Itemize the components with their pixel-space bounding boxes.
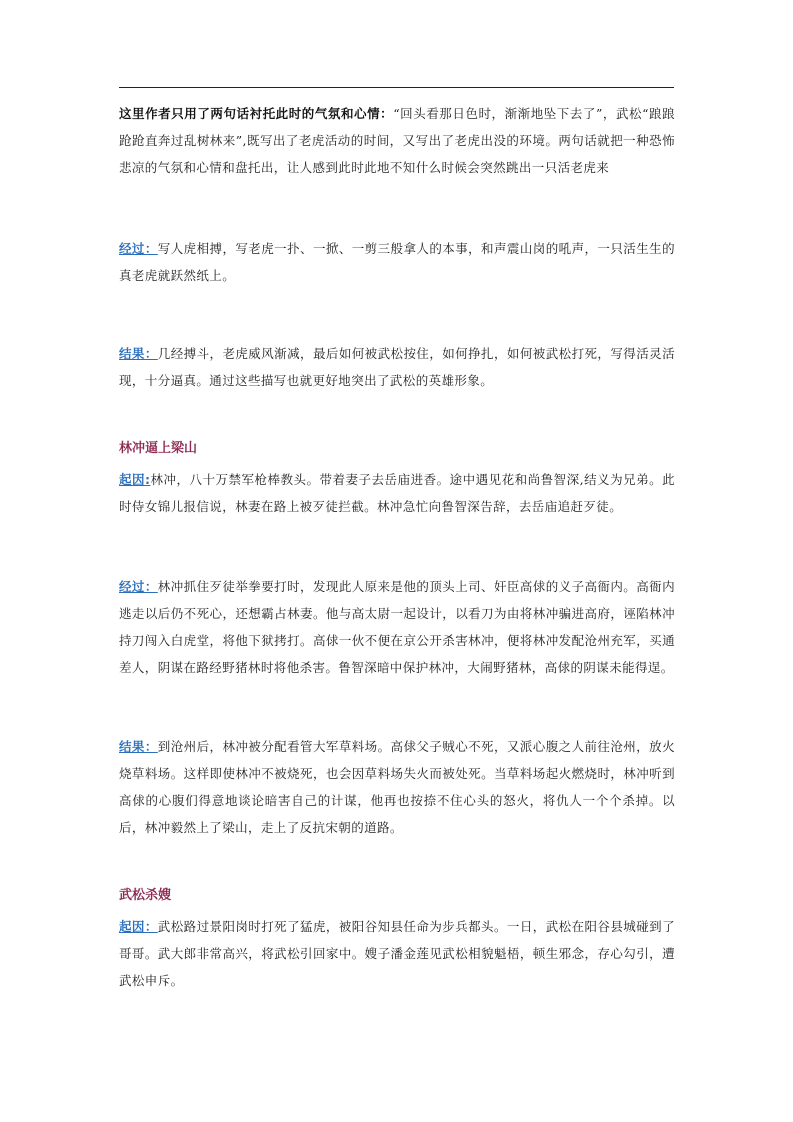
label-process: 经过： <box>119 579 158 594</box>
paragraph-lead: 这里作者只用了两句话衬托此时的气氛和心情： <box>119 106 394 121</box>
paragraph-text: 武松路过景阳岗时打死了猛虎，被阳谷知县任命为步兵都头。一日，武松在阳谷县城碰到了哥哥。武大郎非常高兴，将武松引回家中。嫂子潘金莲见武松相貌魁梧，顿生邪念，存心勾引，遭武松申斥。 <box>119 919 675 988</box>
paragraph-text: 到沧州后，林冲被分配看管大军草料场。高俅父子贼心不死，又派心腹之人前往沧州，放火烧草料场。这样即使林冲不被烧死，也会因草料场失火而被处死。当草料场起火燃烧时，林冲听到高俅的心腹们得意地谈论暗害自己的计谋，他再也按捺不住心头的怒火，将仇人一个个杀掉。以后，林冲毅然上了梁山，走上了反抗宋朝的道路。 <box>119 739 675 835</box>
paragraph-wusong-process <box>119 235 675 289</box>
paragraph-lin-cause <box>119 466 675 520</box>
paragraph-text: 写人虎相搏，写老虎一扑、一掀、一剪三般拿人的本事，和声震山岗的吼声，一只活生生的真老虎就跃然纸上。 <box>119 241 675 283</box>
section-title-lin-chong: 林冲逼上梁山 <box>119 441 198 456</box>
paragraph-atmosphere <box>119 100 675 181</box>
paragraph-text: 林冲，八十万禁军枪棒教头。带着妻子去岳庙进香。途中遇见花和尚鲁智深,结义为兄弟。此时侍女锦儿报信说，林妻在路上被歹徒拦截。林冲急忙向鲁智深告辞，去岳庙追赶歹徒。 <box>119 472 675 514</box>
paragraph-text: 林冲抓住歹徒举拳要打时，发现此人原来是他的顶头上司、奸臣高俅的义子高衙内。高衙内逃走以后仍不死心，还想霸占林妻。他与高太尉一起设计，以看刀为由将林冲骗进高府，诬陷林冲持刀闯入白虎堂，将他下狱拷打。高俅一伙不便在京公开杀害林冲，便将林冲发配沧州充军，买通差人，阴谋在路经野猪林时将他杀害。鲁智深暗中保护林冲，大闹野猪林，高俅的阴谋未能得逞。 <box>119 579 675 675</box>
label-result: 结果： <box>119 346 158 361</box>
section-title-wu-song: 武松杀嫂 <box>119 888 172 903</box>
paragraph-wu-cause <box>119 913 675 994</box>
paragraph-lin-result <box>119 733 675 841</box>
paragraph-text: 几经搏斗，老虎威风渐减，最后如何被武松按住，如何挣扎，如何被武松打死，写得活灵活现，十分逼真。通过这些描写也就更好地突出了武松的英雄形象。 <box>119 346 675 388</box>
paragraph-lin-process <box>119 573 675 681</box>
label-result: 结果： <box>119 739 158 754</box>
label-cause: 起因： <box>119 919 158 934</box>
header-rule <box>119 87 674 88</box>
paragraph-text: “回头看那日色时，渐渐地坠下去了”，武松“踉踉跄跄直奔过乱树林来”,既写出了老虎活动的时间，又写出了老虎出没的环境。两句话就把一种恐怖悲凉的气氛和心情和盘托出，让人感到此时此地不知什么时候会突然跳出一只活老虎来 <box>119 106 675 175</box>
label-cause: 起因: <box>119 472 151 487</box>
paragraph-wusong-result <box>119 340 675 394</box>
label-process: 经过： <box>119 241 158 256</box>
